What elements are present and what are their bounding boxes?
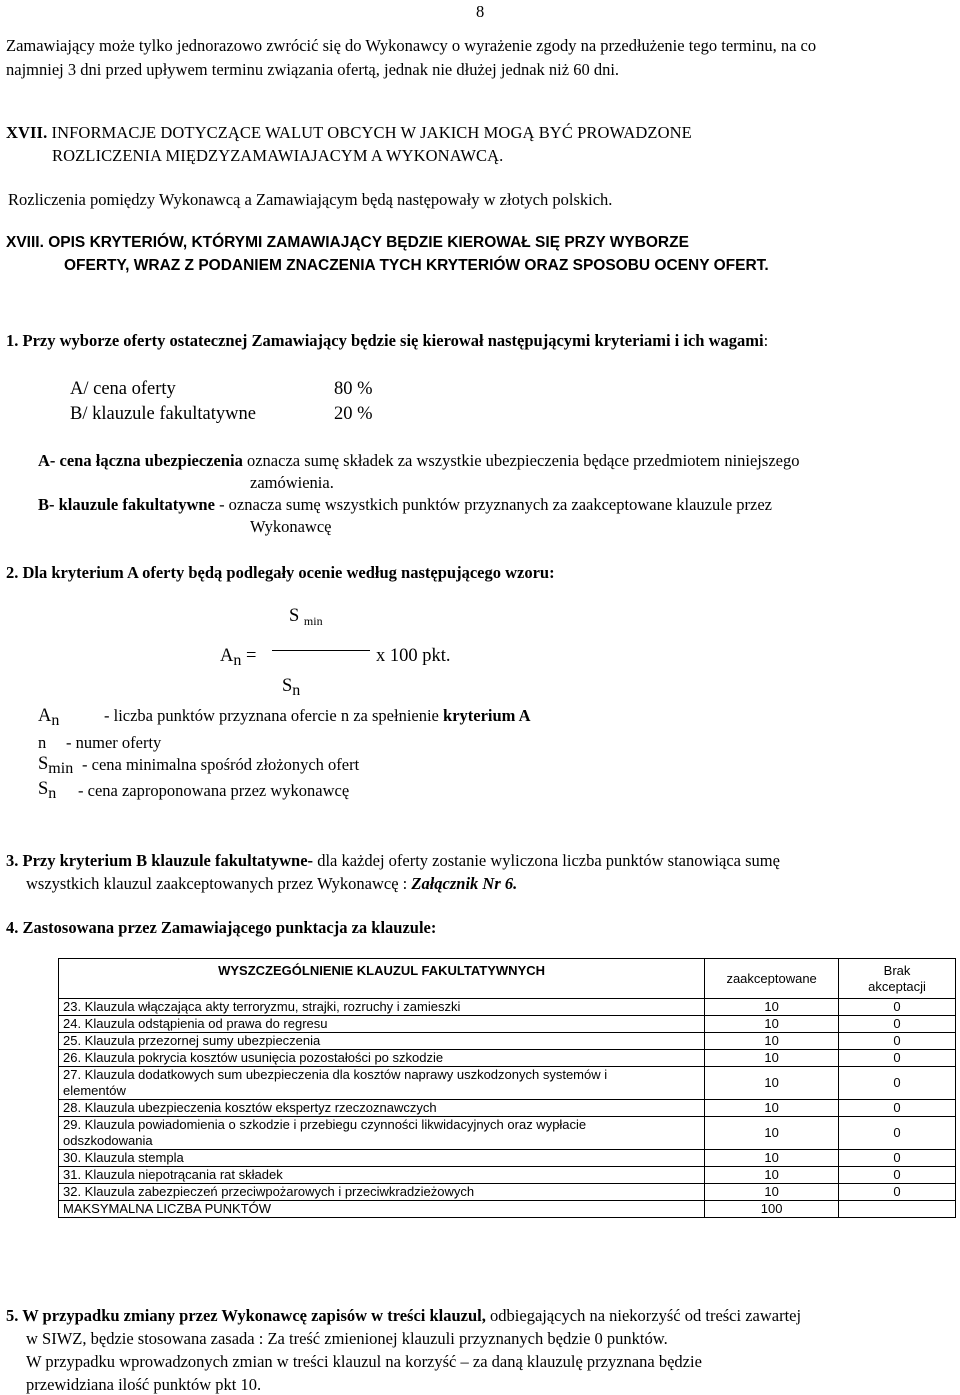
clause-name: 23. Klauzula włączająca akty terroryzmu, strajki, rozruchy i zamieszki [59,999,705,1016]
criterion-b-label: B/ klauzule fakultatywne [70,404,256,424]
definition-a-term: A- cena łączna ubezpieczenia [38,451,243,470]
section-17-heading [6,123,692,143]
point-3-line-2 [26,874,517,894]
point-3-bold: 3. Przy kryterium B klauzule fakultatywne- [6,851,314,870]
definition-b-cont: Wykonawcę [250,517,332,536]
point-3-line-2-text: wszystkich klauzul zaakceptowanych przez Wykonawcę : [26,874,412,893]
clause-name: 27. Klauzula dodatkowych sum ubezpieczenia dla kosztów naprawy uszkodzonych systemów i elementów [59,1067,705,1100]
legend-description: - cena minimalna spośród złożonych ofert [82,755,360,774]
clause-name: 30. Klauzula stempla [59,1150,705,1167]
table-row [59,1167,956,1184]
definition-a [38,451,799,471]
legend-symbol: S [38,779,49,799]
clause-accepted-points: 10 [705,1100,839,1117]
legend-symbol: A [38,706,52,726]
legend-subscript: min [48,760,74,777]
point-5-line-3: W przypadku wprowadzonych zmian w treści klauzul na korzyść – za daną klauzulę przyznana będzie [26,1352,702,1371]
criterion-b-weight: 20 % [334,404,373,424]
table-total-row [59,1201,956,1218]
section-18-number: XVIII. [6,234,44,251]
definition-b [38,495,772,515]
max-points-label: MAKSYMALNA LICZBA PUNKTÓW [59,1201,705,1218]
point-5-line-4: przewidziana ilość punktów pkt 10. [26,1375,262,1394]
clause-name: 31. Klauzula niepotrącania rat składek [59,1167,705,1184]
legend-item [38,706,59,727]
section-17-body: Rozliczenia pomiędzy Wykonawcą a Zamawiającym będą następowały w złotych polskich. [8,190,613,209]
intro-line-2: najmniej 3 dni przed upływem terminu związania ofertą, jednak nie dłużej jednak niż 60 dni. [6,60,620,79]
formula-times: x [376,646,386,666]
clause-name: 28. Klauzula ubezpieczenia kosztów ekspertyz rzeczoznawczych [59,1100,705,1117]
legend-item [38,754,73,775]
table-row [59,1050,956,1067]
section-18-heading [6,234,689,252]
legend-text: - liczba punktów przyznana ofercie n za spełnienie [104,706,444,725]
table-row [59,1067,956,1100]
formula-denominator [282,676,300,697]
legend-description [104,706,531,726]
legend-description: - cena zaproponowana przez wykonawcę [78,781,350,800]
table-header-no-acceptance [839,959,956,999]
clause-name: 24. Klauzula odstąpienia od prawa do regresu [59,1016,705,1033]
clause-no-acceptance-points: 0 [839,1150,956,1167]
point-3-attachment-ref: Załącznik Nr 6. [411,874,518,893]
clause-accepted-points: 10 [705,1167,839,1184]
formula-numerator-subscript: min [303,614,323,628]
formula-numerator-symbol: S [289,606,300,626]
legend-bold: kryterium A [443,706,531,725]
table-header-accepted: zaakceptowane [705,959,839,999]
legend-description: - numer oferty [66,733,162,752]
clause-no-acceptance-points: 0 [839,1067,956,1100]
clause-no-acceptance-points: 0 [839,1184,956,1201]
formula-lhs-subscript: n [233,652,242,669]
legend-item [38,779,56,800]
point-4: 4. Zastosowana przez Zamawiającego punktacja za klauzule: [6,918,437,937]
clause-name: 25. Klauzula przezornej sumy ubezpieczenia [59,1033,705,1050]
section-17-title-2: ROZLICZENIA MIĘDZYZAMAWIAJACYM A WYKONAWCĄ. [52,146,504,165]
legend-item [38,733,46,753]
formula-lhs-symbol: A [220,646,234,666]
table-header-row [59,959,956,999]
point-1 [6,331,768,351]
table-row [59,1117,956,1150]
clause-accepted-points: 10 [705,1184,839,1201]
point-1-text: 1. Przy wyborze oferty ostatecznej Zamawiający będzie się kierował następującymi kryteriami i ich wagami [6,331,764,350]
table-row [59,1100,956,1117]
formula-equals: = [246,646,257,666]
definition-a-text: oznacza sumę składek za wszystkie ubezpieczenia będące przedmiotem niniejszego [242,451,800,470]
table-row [59,999,956,1016]
legend-subscript: n [48,785,57,802]
point-3 [6,851,780,871]
clause-accepted-points: 10 [705,1016,839,1033]
intro-line-1: Zamawiający może tylko jednorazowo zwrócić się do Wykonawcy o wyrażenie zgody na przedłużenie tego terminu, na co [6,36,817,55]
page-number: 8 [476,2,485,21]
criterion-a-weight: 80 % [334,379,373,399]
clause-name: 32. Klauzula zabezpieczeń przeciwpożarowych i przeciwkradzieżowych [59,1184,705,1201]
point-1-colon: : [763,331,769,350]
point-5 [6,1306,801,1326]
clause-no-acceptance-points: 0 [839,999,956,1016]
table-row [59,1016,956,1033]
clause-no-acceptance-points: 0 [839,1050,956,1067]
table-row [59,1184,956,1201]
point-5-bold: 5. W przypadku zmiany przez Wykonawcę zapisów w treści klauzul, [6,1306,486,1325]
formula-denominator-subscript: n [292,682,301,699]
formula-fraction-bar [272,650,370,651]
clause-no-acceptance-points: 0 [839,1117,956,1150]
definition-b-text: - oznacza sumę wszystkich punktów przyznanych za zaakceptowane klauzule przez [214,495,773,514]
clause-accepted-points: 10 [705,1033,839,1050]
clauses-table [58,958,956,1218]
table-row [59,1150,956,1167]
section-18-title-2: OFERTY, WRAZ Z PODANIEM ZNACZENIA TYCH KRYTERIÓW ORAZ SPOSOBU OCENY OFERT. [64,257,769,274]
clause-name: 29. Klauzula powiadomienia o szkodzie i przebiegu czynności likwidacyjnych oraz wypłacie odszkodowania [59,1117,705,1150]
section-18-title-1: OPIS KRYTERIÓW, KTÓRYMI ZAMAWIAJĄCY BĘDZIE KIEROWAŁ SIĘ PRZY WYBORZE [48,234,689,251]
point-2: 2. Dla kryterium A oferty będą podlegały ocenie według następującego wzoru: [6,563,555,582]
formula-denominator-symbol: S [282,676,293,696]
clause-no-acceptance-points: 0 [839,1100,956,1117]
clause-accepted-points: 10 [705,999,839,1016]
clause-accepted-points: 10 [705,1150,839,1167]
section-17-title-1: INFORMACJE DOTYCZĄCE WALUT OBCYCH W JAKICH MOGĄ BYĆ PROWADZONE [51,123,692,142]
table-row [59,1033,956,1050]
clause-no-acceptance-points: 0 [839,1016,956,1033]
section-17-number: XVII. [6,123,48,142]
formula-points: 100 pkt. [389,646,451,666]
clause-no-acceptance-points: 0 [839,1167,956,1184]
table-header-no-acceptance-2: akceptacji [868,978,926,994]
formula-multiplier [376,646,451,667]
table-header-name: WYSZCZEGÓLNIENIE KLAUZUL FAKULTATYWNYCH [59,959,705,999]
max-points-empty [839,1201,956,1218]
definition-b-term: B- klauzule fakultatywne [38,495,215,514]
formula-lhs [220,646,256,667]
legend-subscript: n [51,712,60,729]
legend-symbol: S [38,754,49,774]
clause-no-acceptance-points: 0 [839,1033,956,1050]
definition-a-cont: zamówienia. [250,473,334,492]
point-3-text: dla każdej oferty zostanie wyliczona liczba punktów stanowiąca sumę [313,851,780,870]
point-5-text: odbiegających na niekorzyść od treści zawartej [485,1306,802,1325]
formula-numerator [289,606,323,627]
criterion-a-label: A/ cena oferty [70,379,176,399]
max-points-value: 100 [705,1201,839,1218]
point-5-line-2: w SIWZ, będzie stosowana zasada : Za treść zmienionej klauzuli przyznanych będzie 0 punktów. [26,1329,668,1348]
clause-accepted-points: 10 [705,1067,839,1100]
clause-accepted-points: 10 [705,1117,839,1150]
clause-name: 26. Klauzula pokrycia kosztów usunięcia pozostałości po szkodzie [59,1050,705,1067]
clause-accepted-points: 10 [705,1050,839,1067]
table-header-no-acceptance-1: Brak [883,962,911,978]
legend-symbol: n [38,733,47,752]
